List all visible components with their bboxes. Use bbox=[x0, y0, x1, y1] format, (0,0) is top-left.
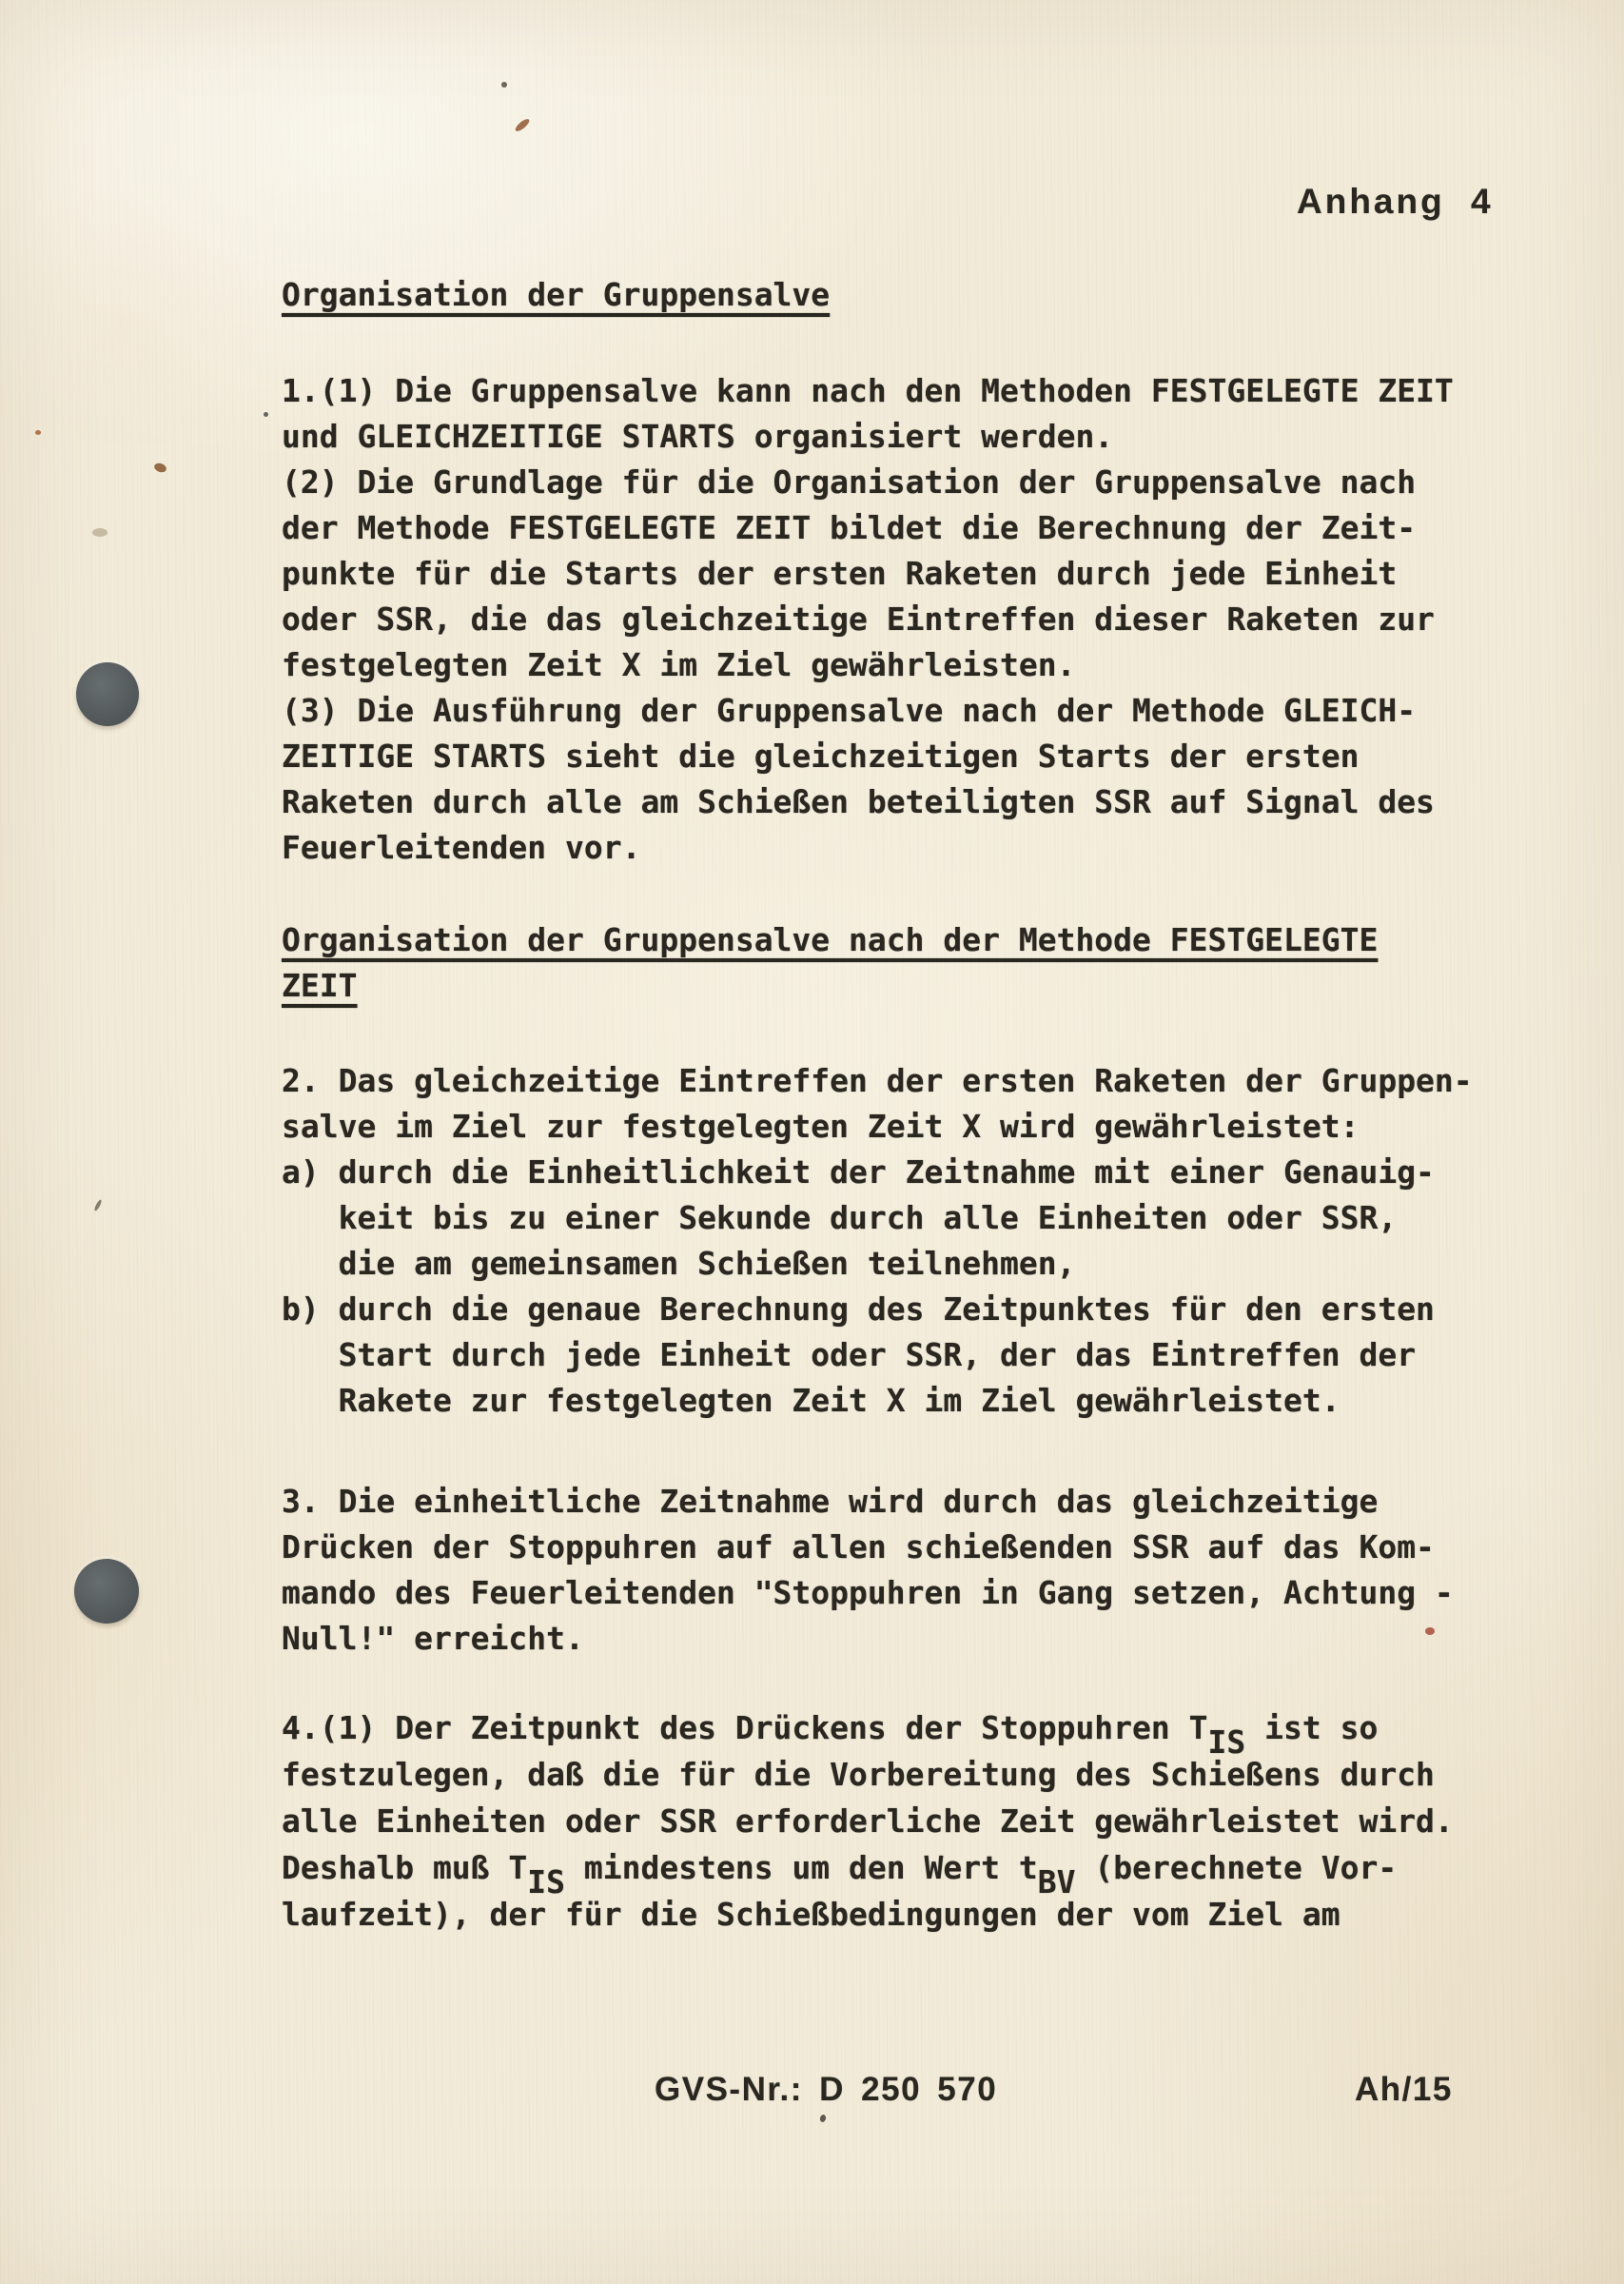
paragraph-4 bbox=[282, 1704, 1454, 1938]
text-segment: festzulegen, daß die für die Vorbereitung des Schießens durch bbox=[282, 1756, 1435, 1793]
text-line: (2) Die Grundlage für die Organisation der Gruppensalve nach bbox=[282, 463, 1417, 501]
text-line: festgelegten Zeit X im Ziel gewährleisten. bbox=[282, 646, 1076, 683]
annex-label: Anhang 4 bbox=[1297, 182, 1494, 221]
text-line: mando des Feuerleitenden "Stoppuhren in Gang setzen, Achtung - bbox=[282, 1574, 1454, 1611]
text-line: 3. Die einheitliche Zeitnahme wird durch das gleichzeitige bbox=[282, 1483, 1379, 1520]
text-line: Rakete zur festgelegten Zeit X im Ziel gewährleistet. bbox=[282, 1382, 1340, 1419]
paper-speck bbox=[264, 412, 268, 417]
text-line: salve im Ziel zur festgelegten Zeit X wird gewährleistet: bbox=[282, 1108, 1360, 1145]
hole-punch-bottom bbox=[70, 1555, 144, 1628]
text-segment: mindestens um den Wert t bbox=[565, 1849, 1038, 1886]
text-line: keit bis zu einer Sekunde durch alle Einheiten oder SSR, bbox=[282, 1199, 1398, 1236]
hole-punch-top bbox=[76, 662, 139, 726]
text-segment: (berechnete Vor- bbox=[1075, 1849, 1398, 1886]
paper-speck bbox=[514, 117, 531, 133]
text-line: 2. Das gleichzeitige Eintreffen der ersten Raketen der Gruppen- bbox=[282, 1062, 1473, 1099]
text-line: (3) Die Ausführung der Gruppensalve nach der Methode GLEICH- bbox=[282, 692, 1417, 729]
footer-page-ref: Ah/15 bbox=[1355, 2071, 1453, 2108]
text-line bbox=[282, 1891, 1454, 1938]
text-line: Feuerleitenden vor. bbox=[282, 829, 641, 866]
paragraph-2 bbox=[282, 1058, 1473, 1424]
paper-speck bbox=[92, 528, 108, 537]
paragraph-3 bbox=[282, 1479, 1454, 1662]
text-line: punkte für die Starts der ersten Raketen durch jede Einheit bbox=[282, 555, 1398, 592]
subscript: BV bbox=[1037, 1863, 1076, 1900]
text-segment: 4.(1) Der Zeitpunkt des Drückens der Stoppuhren T bbox=[282, 1709, 1208, 1746]
text-line: 1.(1) Die Gruppensalve kann nach den Methoden FESTGELEGTE ZEIT bbox=[282, 372, 1454, 409]
paper-speck bbox=[501, 82, 507, 88]
text-segment: alle Einheiten oder SSR erforderliche Zeit gewährleistet wird. bbox=[282, 1802, 1454, 1840]
paper-speck bbox=[153, 462, 167, 474]
text-line bbox=[282, 1704, 1454, 1761]
text-line: a) durch die Einheitlichkeit der Zeitnahme mit einer Genauig- bbox=[282, 1153, 1435, 1191]
text-segment: ist so bbox=[1245, 1709, 1379, 1746]
text-line: oder SSR, die das gleichzeitige Eintreffen dieser Raketen zur bbox=[282, 601, 1435, 638]
subscript: IS bbox=[527, 1863, 566, 1900]
text-line: Raketen durch alle am Schießen beteiligten SSR auf Signal des bbox=[282, 783, 1435, 820]
paper-speck bbox=[35, 430, 41, 435]
text-line: die am gemeinsamen Schießen teilnehmen, bbox=[282, 1245, 1076, 1282]
text-line bbox=[282, 1844, 1454, 1900]
text-line: Start durch jede Einheit oder SSR, der das Eintreffen der bbox=[282, 1336, 1417, 1373]
page-title: Organisation der Gruppensalve bbox=[282, 276, 831, 313]
text-line: ZEITIGE STARTS sieht die gleichzeitigen Starts der ersten bbox=[282, 738, 1360, 775]
text-segment: Deshalb muß T bbox=[282, 1849, 528, 1886]
text-line bbox=[282, 1751, 1454, 1798]
text-line: der Methode FESTGELEGTE ZEIT bildet die Berechnung der Zeit- bbox=[282, 509, 1417, 546]
footer-gvs-number: GVS-Nr.: D 250 570 bbox=[655, 2071, 998, 2108]
text-segment: laufzeit), der für die Schießbedingungen der vom Ziel am bbox=[282, 1896, 1340, 1933]
text-line: Drücken der Stoppuhren auf allen schießenden SSR auf das Kom- bbox=[282, 1528, 1435, 1565]
text-line: Null!" erreicht. bbox=[282, 1620, 584, 1657]
text-line: Organisation der Gruppensalve nach der Methode FESTGELEGTE bbox=[282, 921, 1379, 958]
section-heading-festgelegte-zeit bbox=[282, 917, 1378, 1009]
paper-speck bbox=[93, 1199, 103, 1211]
text-line: b) durch die genaue Berechnung des Zeitpunktes für den ersten bbox=[282, 1290, 1435, 1328]
subscript: IS bbox=[1207, 1723, 1246, 1761]
text-line: ZEIT bbox=[282, 967, 358, 1004]
text-line bbox=[282, 1798, 1454, 1844]
paragraph-1 bbox=[282, 368, 1454, 871]
paper-speck bbox=[819, 2114, 827, 2122]
text-line: und GLEICHZEITIGE STARTS organisiert werden. bbox=[282, 418, 1114, 455]
